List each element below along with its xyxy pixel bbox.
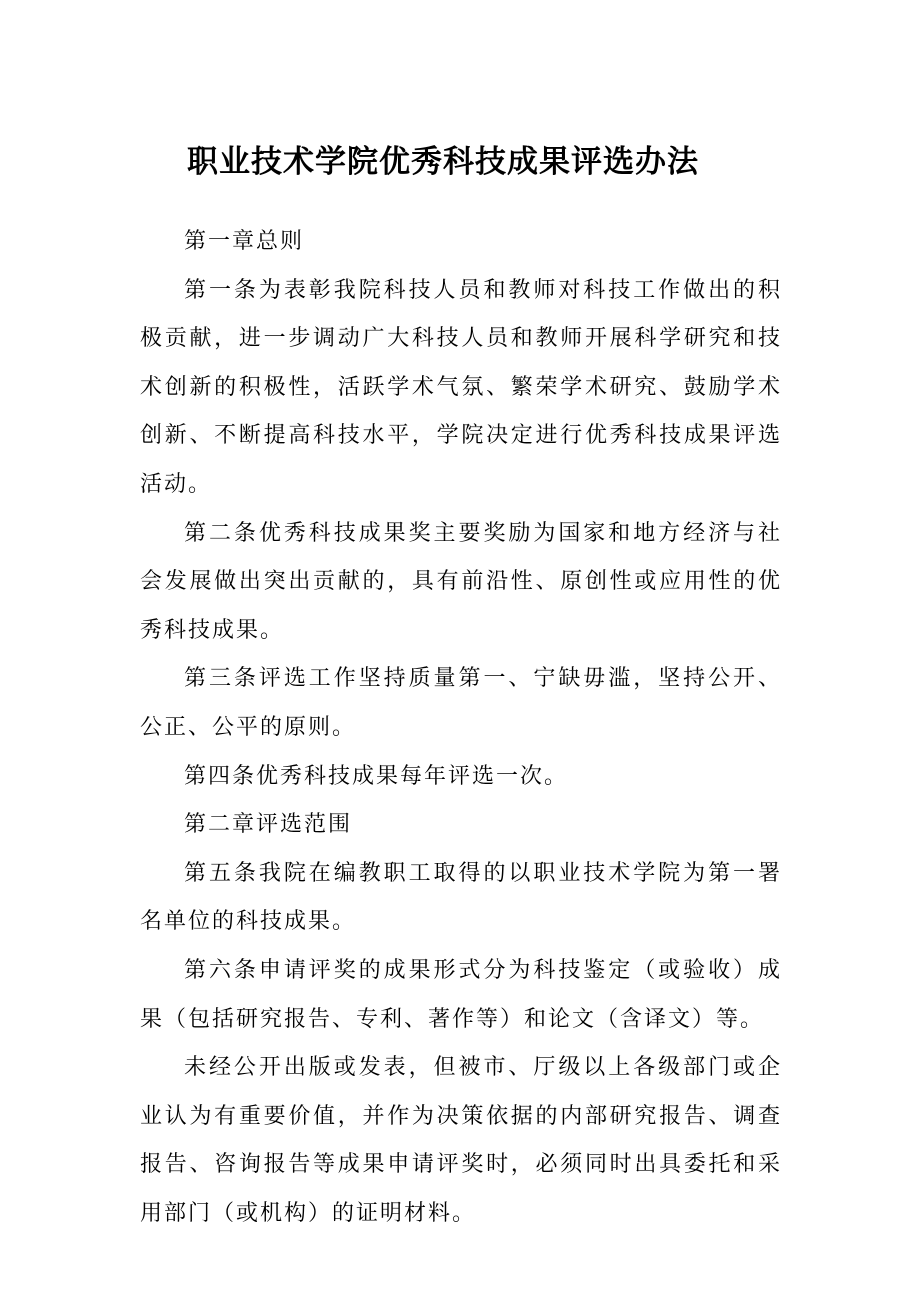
document-body: [140, 218, 782, 1238]
article-paragraph: 第三条评选工作坚持质量第一、宁缺毋滥，坚持公开、公正、公平的原则。: [140, 666, 782, 740]
article-paragraph: 未经公开出版或发表，但被市、厅级以上各级部门或企业认为有重要价值，并作为决策依据的内部研究报告、调查报告、咨询报告等成果申请评奖时，必须同时出具委托和采用部门（或机构）的证明材料。: [140, 1055, 782, 1226]
chapter-heading: 第一章总则: [184, 229, 305, 254]
article-paragraph: 第二条优秀科技成果奖主要奖励为国家和地方经济与社会发展做出突出贡献的，具有前沿性、原创性或应用性的优秀科技成果。: [140, 520, 782, 643]
article-paragraph: 第四条优秀科技成果每年评选一次。: [184, 763, 569, 789]
chapter-heading: 第二章评选范围: [184, 812, 353, 838]
article-paragraph: 第六条申请评奖的成果形式分为科技鉴定（或验收）成果（包括研究报告、专利、著作等）和论文（含译文）等。: [140, 957, 782, 1032]
document-title: 职业技术学院优秀科技成果评选办法: [187, 144, 699, 180]
article-paragraph: 第五条我院在编教职工取得的以职业技术学院为第一署名单位的科技成果。: [140, 860, 782, 935]
article-paragraph: 第一条为表彰我院科技人员和教师对科技工作做出的积极贡献，进一步调动广大科技人员和教师开展科学研究和技术创新的积极性，活跃学术气氛、繁荣学术研究、鼓励学术创新、不断提高科技水平，学院决定进行优秀科技成果评选活动。: [140, 277, 782, 497]
